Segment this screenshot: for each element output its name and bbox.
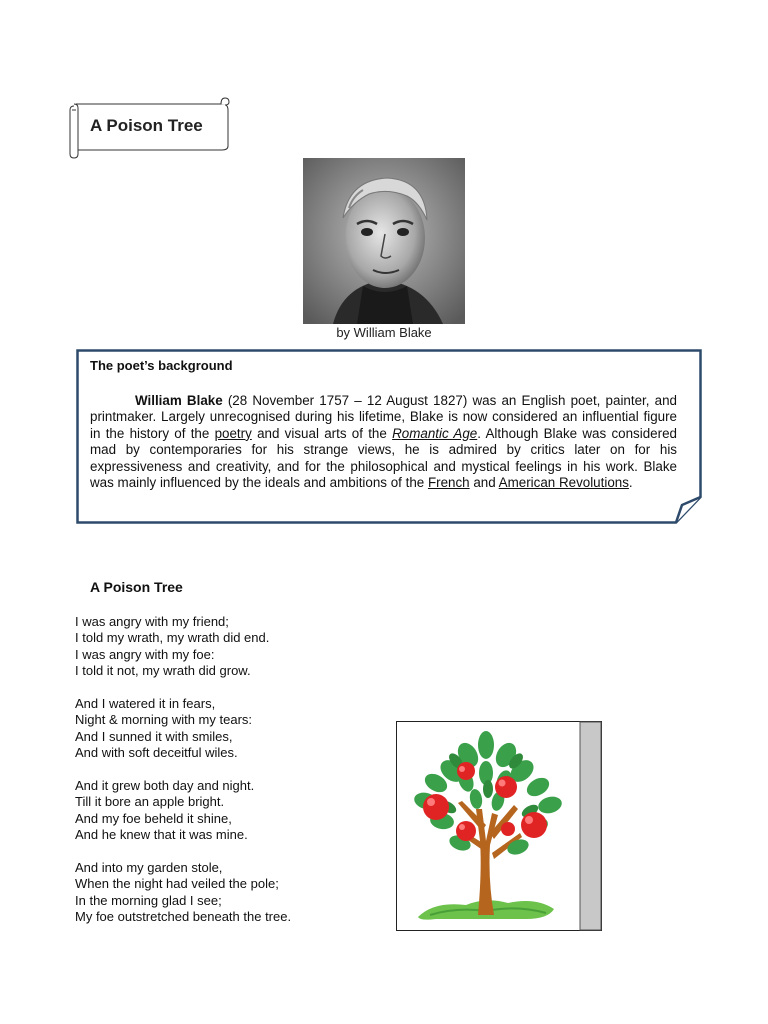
poetry-link[interactable]: poetry: [214, 425, 252, 441]
poem-line: And I sunned it with smiles,: [75, 728, 233, 744]
american-revolutions-link[interactable]: American Revolutions: [498, 475, 629, 491]
poem-line: And I watered it in fears,: [75, 696, 216, 712]
poem-line: My foe outstretched beneath the tree.: [75, 909, 292, 925]
poem-stanza: [75, 696, 375, 762]
background-text-5: .: [628, 475, 633, 491]
poem-stanza: [75, 778, 375, 844]
background-text-1: (28 November 1757 – 12 August 1827) was an English poet, painter, and printmaker. Largely unrecognised during his lifetime, Blake is now considered an influential figure in the history of the: [90, 393, 677, 441]
poem-line: Night & morning with my tears:: [75, 712, 253, 728]
poem-line: I told it not, my wrath did grow.: [75, 663, 251, 679]
portrait-caption: by William Blake: [336, 325, 432, 340]
poem-line: And my foe beheld it shine,: [75, 810, 232, 826]
poem-body: [75, 614, 375, 942]
poem-line: I told my wrath, my wrath did end.: [75, 630, 270, 646]
background-heading: The poet’s background: [90, 358, 233, 373]
poem-title: A Poison Tree: [90, 579, 183, 595]
romantic-age-link[interactable]: Romantic Age: [392, 425, 478, 441]
scroll-title-banner: [66, 96, 234, 160]
poet-portrait-image: [303, 158, 465, 324]
poem-stanza: [75, 860, 375, 926]
poem-stanza: [75, 614, 375, 680]
poem-line: And with soft deceitful wiles.: [75, 745, 238, 761]
poem-line: When the night had veiled the pole;: [75, 876, 279, 892]
poem-line: And into my garden stole,: [75, 860, 223, 876]
poet-name: William Blake: [135, 393, 223, 408]
background-paragraph: [90, 393, 677, 491]
poem-line: And it grew both day and night.: [75, 778, 255, 794]
poem-line: Till it bore an apple bright.: [75, 794, 225, 810]
poem-line: And he knew that it was mine.: [75, 827, 248, 843]
background-text-4: and: [469, 475, 499, 491]
page-title: A Poison Tree: [90, 116, 203, 135]
poem-line: I was angry with my friend;: [75, 614, 229, 629]
apple-tree-image: [396, 721, 602, 931]
poem-line: I was angry with my foe:: [75, 646, 215, 662]
poem-line: In the morning glad I see;: [75, 892, 222, 908]
french-link[interactable]: French: [427, 475, 470, 491]
background-text-2: and visual arts of the: [251, 425, 393, 441]
background-text-3: . Although Blake was considered mad by contemporaries for his strange views, he is admired by critics later on for his expressiveness and creativity, and for the philosophical and mystical feelings in his work. Blake was mainly influenced by the ideals and ambitions of the: [90, 425, 677, 491]
